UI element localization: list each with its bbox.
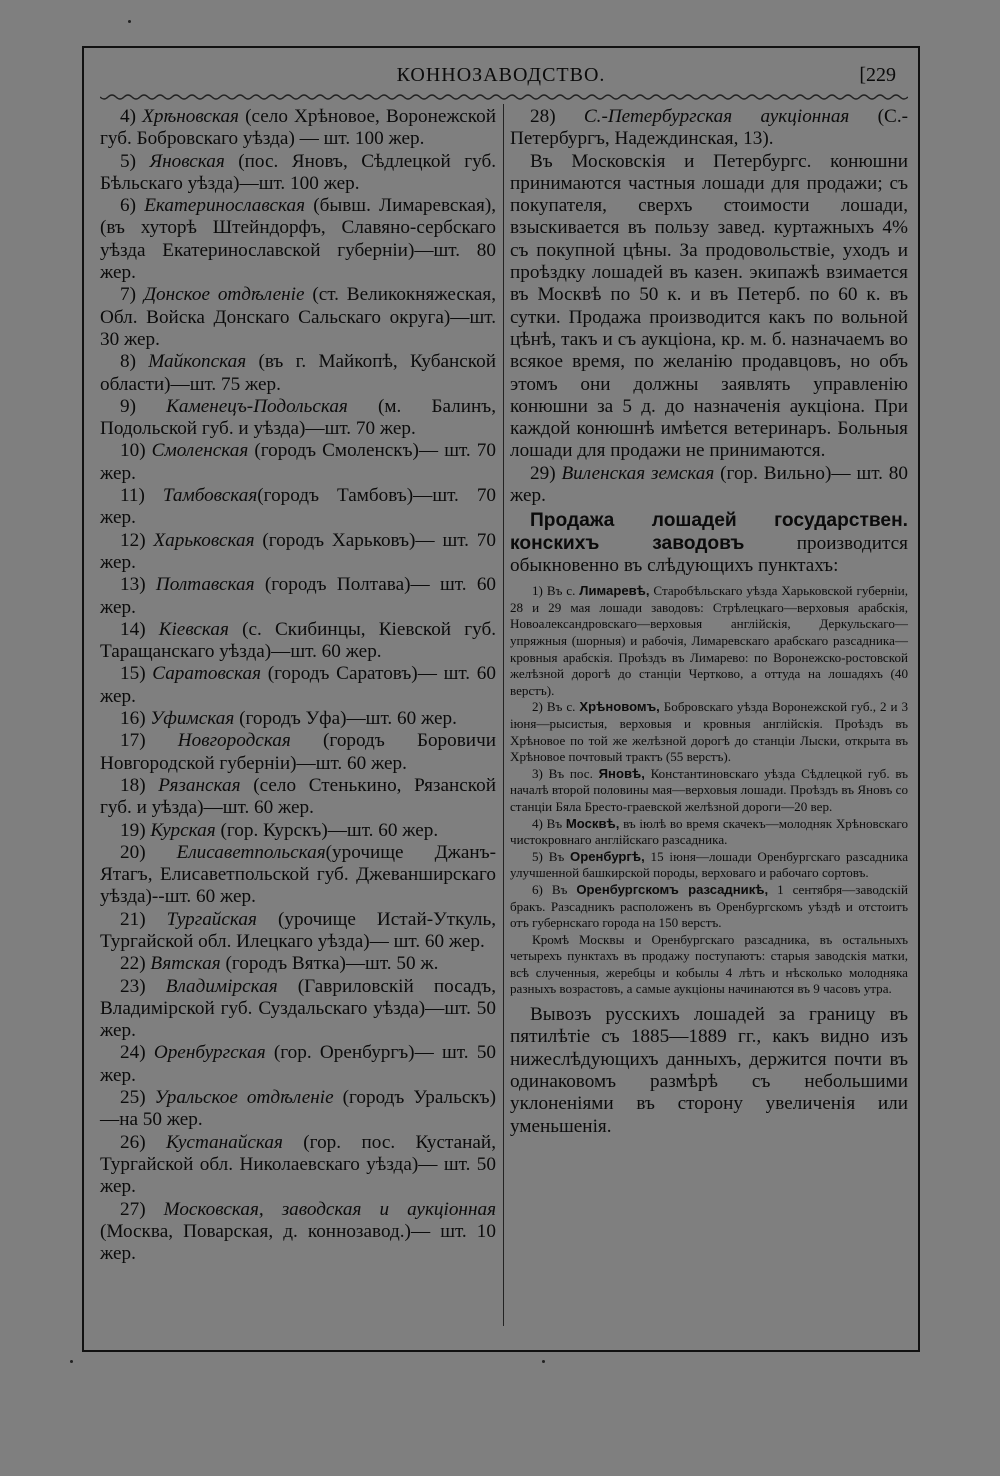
item-number: 29) (530, 462, 556, 484)
item-text: (урочище Джанъ-Ятагъ, Елисаветпольской губ. Джеванширскаго уѣзда)--шт. 60 жер. (100, 841, 497, 908)
list-item (100, 820, 496, 842)
point-place: Москвѣ, (565, 815, 620, 831)
list-item (100, 530, 496, 575)
list-item (100, 842, 496, 909)
item-name: Тамбовская (162, 485, 258, 507)
item-text: (Москва, Поварская, д. коннозавод.)— шт. 10 жер. (100, 1220, 496, 1265)
list-item (100, 1132, 496, 1199)
item-text: (городъ Полтава)— шт. 60 жер. (100, 574, 497, 618)
point-number: 4) Въ (532, 815, 563, 831)
item-number: 28) (530, 106, 556, 127)
item-name: С.-Петербургская аукціонная (583, 106, 850, 127)
column-divider (503, 104, 504, 1326)
item-name: Каменецъ-Подольская (166, 395, 348, 417)
item-name: Екатеринославская (144, 195, 305, 217)
item-text: (с. Скибинцы, Кіевской губ. Таращанскаго уѣзда)—шт. 60 жер. (100, 618, 496, 663)
item-name: Курская (150, 819, 216, 841)
point-item (510, 583, 908, 699)
left-column (100, 106, 496, 1265)
points-list (510, 583, 908, 998)
point-item (510, 699, 908, 765)
item-text: (городъ Харьковъ)— шт. 70 жер. (100, 529, 496, 573)
point-item (510, 766, 908, 816)
list-item (100, 396, 496, 441)
item-number: 22) (120, 953, 146, 975)
list-item (100, 1199, 496, 1266)
point-text: 15 іюня—лошади Оренбургскаго разсадника улучшенной башкирской породы, верховаго и рабочаго сортовъ. (510, 848, 909, 881)
item-text: (городъ Боровичи Новгородской губерніи)—шт. 60 жер. (100, 730, 496, 774)
item-text: (городъ Уфа)—шт. 60 жер. (234, 708, 457, 730)
item-name: Рязанская (158, 774, 241, 796)
point-item (510, 849, 908, 882)
point-number: 5) Въ (532, 848, 565, 864)
paragraph-conditions: Въ Московскія и Петербургс. конюшни принимаются частныя лошади для продажи; съ покупателя, сверхъ стоимости лошади, взыскивается въ пользу завед. куртажныхъ 4% съ покупной цѣны. За продовольствіе, уходъ и проѣздку лошадей въ казен. экипажѣ взимается въ Москвѣ по 50 к. и въ Петерб. по 60 к. въ сутки. Продажа производится какъ по вольной цѣнѣ, такъ и съ аукціона, кр. м. б. назначаемъ во всякое время, по желанію продавцовъ, но объ этомъ они должны заявлять управленію конюшни за 5 д. до назначенія аукціона. При каждой конюшнѣ имѣется ветеринаръ. Больныя лошади для продажи не принимаются. (510, 150, 908, 462)
scan-speck (542, 1360, 545, 1363)
item-name: Вятская (150, 953, 221, 975)
item-name: Московская, заводская и аукціонная (163, 1198, 496, 1220)
item-text: (м. Балинъ, Подольской губ. и уѣзда)—шт. 70 жер. (100, 395, 496, 440)
item-name: Донское отдѣленіе (143, 284, 305, 306)
point-text: въ іюлѣ во время скачекъ—молодняк Хрѣновскаго чистокровнаго англійскаго разсадника. (510, 815, 908, 848)
item-text: (гор. Вильно)— шт. 80 жер. (510, 462, 908, 507)
list-item (100, 574, 496, 619)
sale-text: производится обыкновенно въ слѣдующихъ пунктахъ: (510, 532, 909, 576)
paragraph-sale (510, 510, 908, 577)
item-text: (городъ Вятка)—шт. 50 ж. (220, 953, 439, 975)
list-item (100, 708, 496, 730)
item-name: Смоленская (151, 440, 249, 462)
item-number: 6) (120, 195, 136, 217)
scan-speck (128, 20, 131, 23)
list-item (100, 195, 496, 284)
point-item (510, 816, 908, 849)
header-rule (100, 92, 908, 102)
item-text: (ст. Великокняжеская, Обл. Войска Донскаго Сальскаго округа)—шт. 30 жер. (100, 284, 497, 350)
item-number: 8) (120, 351, 136, 373)
list-item (100, 909, 496, 954)
list-item (100, 730, 496, 775)
point-number: 6) Въ (532, 881, 568, 897)
sale-heading: Продажа лошадей государствен. конскихъ заводовъ (510, 510, 908, 554)
item-number: 26) (120, 1131, 146, 1153)
item-number: 10) (120, 440, 146, 462)
item-text: (С.-Петербургъ, Надеждинская, 13). (510, 106, 908, 150)
item-text: (городъ Саратовъ)— шт. 60 жер. (100, 663, 496, 707)
point-text: Константиновскаго уѣзда Сѣдлецкой губ. въ началѣ второй половины мая—верховыя лошади. Проѣздъ въ Яновъ со станціи Бяла Бресто-граевской желѣзной дороги—20 вер. (510, 765, 908, 814)
list-item (100, 775, 496, 820)
page-header (82, 60, 920, 94)
item-number: 18) (120, 774, 146, 796)
item-number: 24) (120, 1042, 146, 1064)
list-item (510, 106, 908, 151)
list-item (100, 351, 496, 396)
item-number: 15) (120, 663, 146, 685)
item-name: Кіевская (158, 618, 229, 640)
scan-speck (70, 1360, 73, 1363)
paragraph-export: Вывозъ русскихъ лошадей за границу въ пятилѣтіе съ 1885—1889 гг., какъ видно изъ нижеслѣдующихъ данныхъ, держится почти въ одинаковомъ размѣрѣ съ небольшими уклоненіями въ сторону увеличенія или уменьшенія. (510, 1004, 908, 1137)
item-name: Майкопская (148, 351, 247, 373)
point-text: 1 сентября—заводскій бракъ. Разсадникъ расположенъ въ Оренбургскомъ уѣздѣ и отстоитъ отъ губернскаго города на 150 верстъ. (510, 881, 909, 931)
item-name: Кустанайская (166, 1131, 283, 1153)
page-number: [229 (859, 64, 896, 86)
item-text: (бывш. Лимаревская), (въ хуторѣ Штейндорфъ, Славяно-сербскаго уѣзда Екатеринославской губерніи)—шт. 80 жер. (100, 195, 497, 284)
point-place: Хрѣновомъ, (579, 699, 660, 715)
list-item (100, 440, 496, 485)
item-text: (въ г. Майкопѣ, Кубанской области)—шт. 75 жер. (100, 351, 496, 395)
list-item (100, 976, 496, 1043)
right-column (510, 106, 908, 1138)
item-text: (Гавриловскій посадъ, Владимірской губ. Суздальскаго уѣзда)—шт. 50 жер. (100, 975, 496, 1042)
item-text: (гор. Курскъ)—шт. 60 жер. (215, 819, 439, 841)
item-number: 14) (120, 618, 146, 640)
item-number: 27) (120, 1198, 146, 1220)
item-name: Новгородская (177, 730, 291, 752)
item-text: (городъ Уральскъ)—на 50 жер. (100, 1087, 496, 1131)
list-item (100, 953, 496, 975)
paragraph-remainder: Кромѣ Москвы и Оренбургскаго разсадника, въ остальныхъ четырехъ пунктахъ въ продажу поступаютъ: старыя заводскія матки, всѣ слученныя, жеребцы и кобылы 4 лѣтъ и нѣсколько молодняка разныхъ возрастовъ, а самые аукціоны начинаются въ 9 часовъ утра. (510, 931, 908, 997)
item-name: Саратовская (152, 663, 262, 685)
item-text: (гор. пос. Кустанай, Тургайской обл. Николаевскаго уѣзда)— шт. 50 жер. (100, 1131, 496, 1198)
item-name: Хрѣновская (142, 106, 239, 127)
item-number: 19) (120, 819, 146, 841)
item-name: Тургайская (166, 908, 257, 930)
list-item (510, 463, 908, 508)
item-number: 17) (120, 730, 146, 752)
list-item (100, 485, 496, 530)
point-text: Бобровскаго уѣзда Воронежской губ., 2 и 3 іюня—рысистыя, верховыя и кровныя англійскія. Проѣздъ въ Хрѣновое по той же желѣзной дорогѣ до станціи Лыски, открыта въ Хрѣновое почтовый трактъ (55 верстъ). (510, 699, 909, 765)
item-number: 25) (120, 1087, 146, 1109)
point-place: Оренбургѣ, (570, 848, 645, 864)
page-title: КОННОЗАВОДСТВО. (396, 64, 606, 86)
item-text: (городъ Смоленскъ)— шт. 70 жер. (100, 440, 496, 484)
item-number: 11) (120, 485, 145, 507)
item-name: Яновская (149, 150, 225, 172)
item-number: 23) (120, 975, 146, 997)
item-text: (село Хрѣновое, Воронежской губ. Бобровскаго уѣзда) — шт. 100 жер. (100, 106, 496, 150)
point-item (510, 882, 908, 932)
list-item (100, 1087, 496, 1132)
item-name: Владимірская (165, 975, 278, 997)
list-item (100, 1042, 496, 1087)
item-name: Уральское отдѣленіе (154, 1087, 334, 1109)
item-number: 20) (120, 841, 146, 863)
item-number: 16) (120, 708, 146, 730)
item-number: 21) (120, 908, 146, 930)
list-item (100, 619, 496, 664)
item-name: Уфимская (150, 708, 235, 730)
item-number: 12) (120, 529, 146, 551)
item-name: Полтавская (155, 574, 255, 596)
item-number: 9) (120, 395, 136, 417)
point-number: 1) Въ с. (532, 583, 576, 599)
item-text: (гор. Оренбургъ)— шт. 50 жер. (100, 1042, 497, 1086)
list-item (100, 663, 496, 708)
list-item (100, 151, 496, 196)
item-name: Виленская земская (561, 462, 715, 484)
point-place: Лимаревѣ, (579, 583, 650, 599)
item-text: (село Стенькино, Рязанской губ. и уѣзда)—шт. 60 жер. (100, 774, 496, 819)
item-name: Харьковская (153, 529, 255, 551)
item-number: 5) (120, 150, 136, 172)
item-number: 7) (120, 284, 136, 306)
item-name: Оренбургская (153, 1042, 266, 1064)
point-text: Старобѣльскаго уѣзда Харьковской губерніи, 28 и 29 мая лошади заводовъ: Стрѣлецкаго—верховыя арабскія, Новоалександровскаго—верховыя англійскія, Деркульскаго—упряжныя (шорныя) и рабочія, Лимаревскаго арабскаго разсадника—кровныя арабскія. Проѣздъ въ Лимарево: по Воронежско-ростовской желѣзной дорогѣ до станціи Чертково, а оттуда на лошадяхъ (40 верстъ). (510, 583, 908, 698)
item-text: (городъ Тамбовъ)—шт. 70 жер. (100, 485, 497, 529)
item-name: Елисаветпольская (176, 841, 326, 863)
list-item (100, 106, 496, 151)
point-number: 2) Въ с. (532, 699, 576, 715)
item-text: (урочище Истай-Уткуль, Тургайской обл. Илецкаго уѣзда)— шт. 60 жер. (100, 908, 496, 952)
point-number: 3) Въ пос. (532, 765, 593, 781)
item-number: 4) (120, 106, 136, 127)
list-item (100, 284, 496, 351)
item-number: 13) (120, 574, 146, 596)
item-text: (пос. Яновъ, Сѣдлецкой губ. Бѣльскаго уѣзда)—шт. 100 жер. (100, 150, 497, 194)
point-place: Оренбургскомъ разсадникѣ, (576, 881, 769, 897)
point-place: Яновѣ, (598, 765, 645, 781)
